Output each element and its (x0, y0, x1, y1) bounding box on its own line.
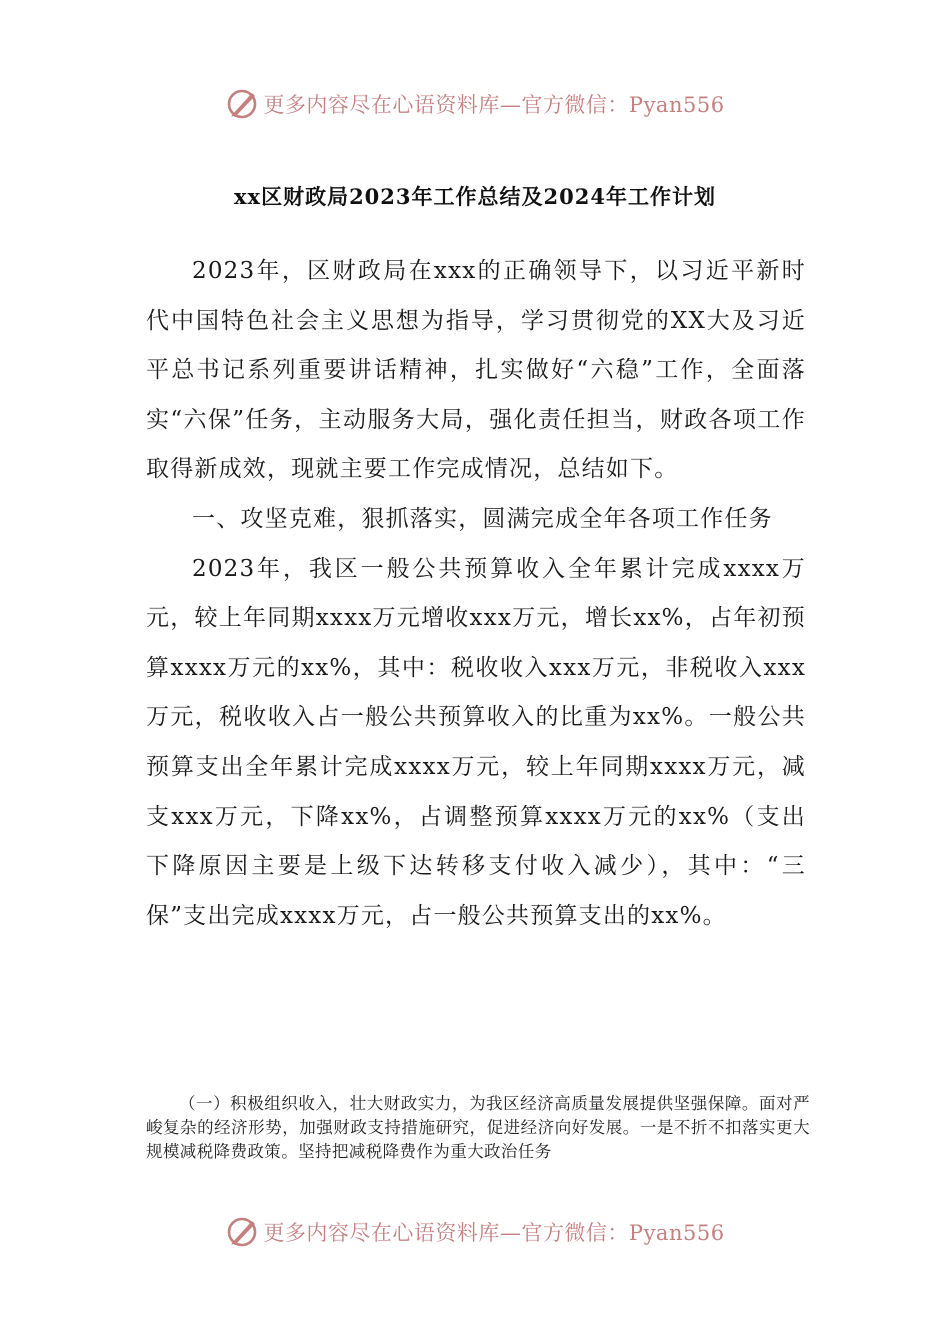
pen-circle-icon (225, 1215, 259, 1249)
watermark-banner-top (0, 84, 950, 124)
document-body (146, 247, 806, 941)
section-heading-1: 一、攻坚克难，狠抓落实，圆满完成全年各项工作任务 (192, 505, 773, 532)
document-title: xx区财政局2023年工作总结及2024年工作计划 (234, 184, 716, 209)
paragraph-budget: 2023年，我区一般公共预算收入全年累计完成xxxx万元，较上年同期xxxx万元增收xxx万元，增长xx%，占年初预算xxxx万元的xx%，其中：税收收入xxx万元，非税收入xxx万元，税收收入占一般公共预算收入的比重为xx%。一般公共预算支出全年累计完成xxxx万元，较上年同期xxxx万元，减支xxx万元，下降xx%，占调整预算xxxx万元的xx%（支出下降原因主要是上级下达转移支付收入减少），其中：“三保”支出完成xxxx万元，占一般公共预算支出的xx%。 (146, 555, 806, 929)
watermark-banner-bottom (0, 1212, 950, 1252)
watermark-text: 更多内容尽在心语资料库—官方微信：Pyan556 (263, 1221, 725, 1245)
document-subsection (146, 1092, 810, 1164)
paragraph-intro: 2023年，区财政局在xxx的正确领导下，以习近平新时代中国特色社会主义思想为指导，学习贯彻党的XX大及习近平总书记系列重要讲话精神，扎实做好“六稳”工作，全面落实“六保”任务，主动服务大局，强化责任担当，财政各项工作取得新成效，现就主要工作完成情况，总结如下。 (146, 258, 806, 483)
watermark-text: 更多内容尽在心语资料库—官方微信：Pyan556 (263, 93, 725, 117)
pen-circle-icon (225, 87, 259, 121)
paragraph-subsection-1: （一）积极组织收入，壮大财政实力，为我区经济高质量发展提供坚强保障。面对严峻复杂的经济形势，加强财政支持措施研究，促进经济向好发展。一是不折不扣落实更大规模减税降费政策。坚持把减税降费作为重大政治任务 (146, 1094, 810, 1161)
